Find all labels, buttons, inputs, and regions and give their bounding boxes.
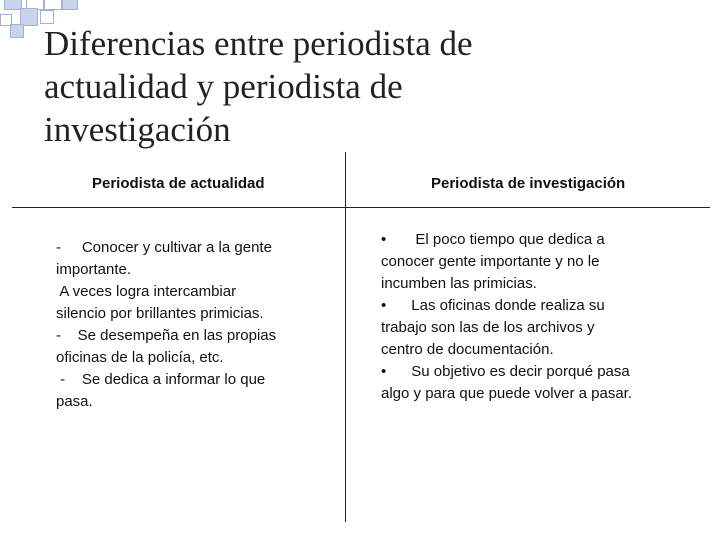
text-line: • Las oficinas donde realiza su: [381, 297, 605, 314]
title-line: investigación: [44, 110, 231, 149]
deco-square: [62, 0, 78, 10]
text-line: pasa.: [56, 393, 93, 410]
text-line: - Se desempeña en las propias: [56, 327, 277, 344]
text-line: conocer gente importante y no le: [381, 253, 600, 270]
left-column-text: [56, 237, 341, 413]
text-line: - Conocer y cultivar a la gente: [56, 239, 272, 256]
text-line: centro de documentación.: [381, 341, 554, 358]
deco-square: [44, 0, 62, 10]
slide-title: [44, 22, 604, 151]
text-line: oficinas de la policía, etc.: [56, 349, 224, 366]
text-line: incumben las primicias.: [381, 275, 537, 292]
text-line: • El poco tiempo que dedica a: [381, 231, 605, 248]
text-line: importante.: [56, 261, 132, 278]
title-line: actualidad y periodista de: [44, 67, 403, 106]
text-line: silencio por brillantes primicias.: [56, 305, 264, 322]
title-line: Diferencias entre periodista de: [44, 24, 473, 63]
column-header-actualidad: Periodista de actualidad: [92, 175, 265, 192]
header-divider: [12, 207, 710, 208]
column-header-investigacion: Periodista de investigación: [431, 175, 626, 192]
text-line: trabajo son las de los archivos y: [381, 319, 595, 336]
right-column-text: [381, 229, 716, 405]
text-line: A veces logra intercambiar: [56, 283, 237, 300]
text-line: algo y para que puede volver a pasar.: [381, 385, 633, 402]
text-line: • Su objetivo es decir porqué pasa: [381, 363, 630, 380]
deco-square: [10, 24, 24, 38]
text-line: - Se dedica a informar lo que: [56, 371, 266, 388]
deco-square: [0, 14, 12, 26]
